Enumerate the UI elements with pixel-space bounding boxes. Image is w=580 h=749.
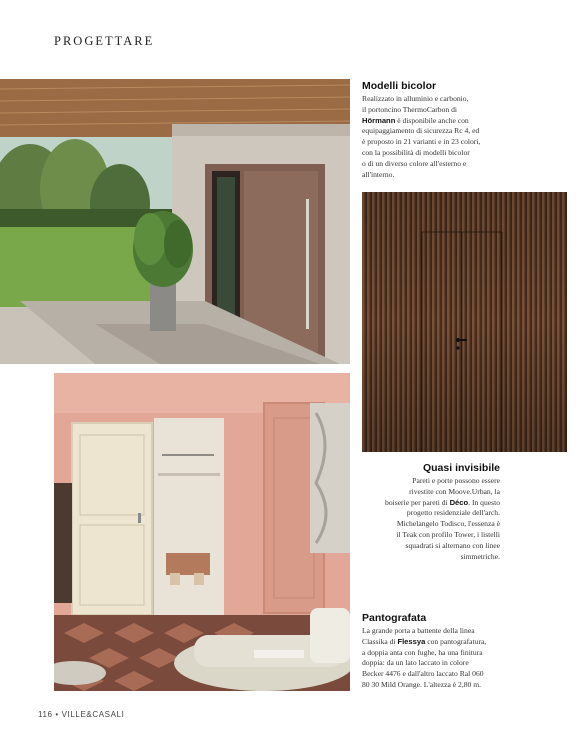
section-label: PROGETTARE bbox=[54, 34, 155, 48]
footer-separator: • bbox=[55, 710, 59, 719]
heading-modelli-bicolor: Modelli bicolor bbox=[362, 80, 437, 92]
photo-salmon-room bbox=[54, 373, 350, 691]
photo-bronze-door bbox=[0, 79, 350, 364]
photo-teak-wall bbox=[362, 192, 567, 452]
text-modelli-bicolor: Realizzato in alluminio e carbonio, il portoncino ThermoCarbon di Hörmann è disponibile anche con equipaggiamento di sicurezza Rc 4, ed è proposto in 21 varianti e in 23 colori, con la possibilità di modelli bicolor o di un diverso colore all'esterno e all'interno. bbox=[362, 94, 481, 179]
brand-flessya: Flessya bbox=[397, 636, 426, 646]
brand-deco: Déco bbox=[449, 497, 469, 507]
text-quasi-invisibile: Pareti e porte possono essere rivestite con Moove.Urban, la boiserie per pareti di Déco. In questo progetto residenziale dell'arch. Michelangelo Todisco, l'essenza è il Teak con profilo Tower, i listelli squadrati si alternano con linee simmetriche. bbox=[385, 476, 500, 561]
heading-pantografata: Pantografata bbox=[362, 612, 427, 624]
page-number: 116 bbox=[38, 710, 53, 719]
block-quasi-invisibile bbox=[372, 462, 500, 562]
page-footer bbox=[38, 710, 124, 719]
block-pantografata bbox=[362, 612, 532, 691]
brand-hormann: Hörmann bbox=[362, 115, 396, 125]
block-modelli-bicolor bbox=[362, 80, 532, 180]
text-pantografata: La grande porta a battente della linea Classika di Flessya con pantografatura, a doppia anta con fughe, ha una finitura doppia: da un lato laccato in colore Becker 4476 e dall'altro laccato Ral 060 80 30 Mild Orange. L'altezza è 2,80 m. bbox=[362, 626, 487, 689]
magazine-name: VILLE&CASALI bbox=[61, 710, 125, 719]
heading-quasi-invisibile: Quasi invisibile bbox=[422, 462, 500, 474]
